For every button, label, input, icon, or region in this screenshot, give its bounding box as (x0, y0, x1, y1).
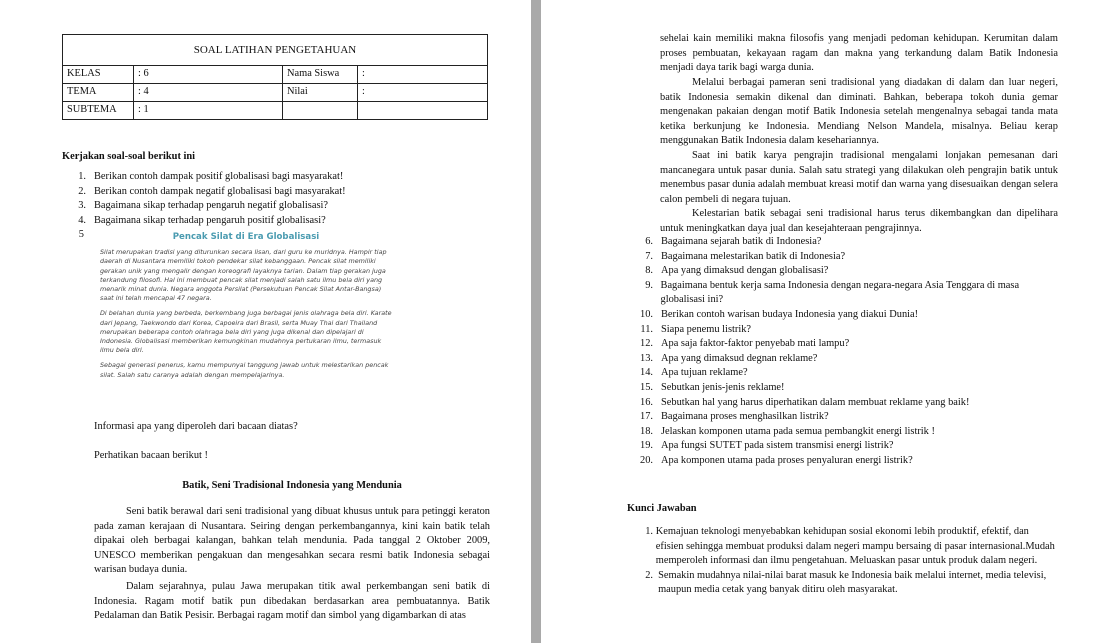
header-title: SOAL LATIHAN PENGETAHUAN (63, 35, 488, 66)
answer-number: 1. (645, 526, 653, 537)
question-number: 20. (640, 454, 653, 466)
question-number: 5 (78, 229, 84, 241)
question-number: 18. (640, 425, 653, 437)
question-text: Apa komponen utama pada proses penyaluran energi listrik? (661, 454, 913, 466)
question-text: Apa yang dimaksud dengan globalisasi? (661, 265, 829, 277)
question-number: 16. (640, 396, 653, 408)
article-paragraph: sehelai kain memiliki makna filosofis yang menjadi pedoman kehidupan. Kerumitan dalam proses pembuatan, kekayaan ragam dan makna yang terkandung dalam Batik Indonesia menjadi daya tarik bagi warga dunia. (660, 33, 1058, 74)
question-number: 3. (78, 200, 86, 212)
question-number: 10. (640, 308, 653, 320)
q5-prompt: Informasi apa yang diperoleh dari bacaan diatas? (94, 421, 298, 432)
answer-key-title: Kunci Jawaban (627, 503, 697, 514)
table-cell: : (358, 66, 488, 84)
question-number: 1. (78, 171, 86, 182)
article-paragraph: Kelestarian batik sebagai seni tradisional harus terus dikembangkan dan dipelihara untuk meningkatkan daya jual dan kesejahteraan pengrajinnya. (660, 208, 1058, 234)
list-item (639, 250, 1059, 265)
question-number: 14. (640, 367, 653, 379)
question-number: 15. (640, 381, 653, 393)
question-text: Bagaimana proses menghasilkan listrik? (661, 411, 829, 423)
list-item (639, 381, 1059, 396)
list-item (639, 425, 1059, 440)
answer-number: 2. (645, 569, 653, 581)
instruction-heading: Kerjakan soal-soal berikut ini (62, 151, 196, 162)
question-text: Berikan contoh dampak positif globalisasi bagi masyarakat! (94, 171, 344, 182)
reading-paragraph: Silat merupakan tradisi yang diturunkan secara lisan, dari guru ke muridnya. Hampir tiap daerah di Nusantara memiliki tokoh pendekar silat kebanggaan. Pencak silat memiliki gerakan unik yang mengalir dengan koreografi layaknya tarian. Dalam tiap gerakan juga terkandung filosofi. Hal ini membuat pencak silat menjadi salah satu ilmu bela diri yang menarik minat dunia. Negara anggota Persilat (Persekutuan Pencak Silat Antar-Bangsa) saat ini telah mencapai 47 negara. (100, 248, 387, 303)
question-text: Apa yang dimaksud degnan reklame? (661, 352, 818, 364)
question-text: Bagaimana sikap terhadap pengaruh negatif globalisasi? (94, 200, 328, 212)
table-row (63, 84, 488, 102)
article-title: Batik, Seni Tradisional Indonesia yang Mendunia (182, 480, 402, 491)
table-row (63, 66, 488, 84)
table-cell (358, 102, 488, 120)
answer-text: Kemajuan teknologi menyebabkan kehidupan sosial ekonomi lebih produktif, efektif, dan efisien sehingga membuat produksi dalam negeri mampu bersaing di pasar internasional.Mudah memperoleh informasi dan ilmu pengetahuan. Meluaskan pasar untuk produk dalam negeri. (655, 526, 1055, 567)
question-text: Bagaimana melestarikan batik di Indonesia? (661, 250, 846, 262)
question-number: 6. (645, 236, 653, 247)
list-item (639, 410, 1059, 425)
answer-text: Semakin mudahnya nilai-nilai barat masuk ke Indonesia baik melalui internet, media televisi, maupun media cetak yang banyak ditiru oleh masyarakat. (658, 569, 1047, 596)
list-item (639, 454, 1059, 469)
article-paragraph: Melalui berbagai pameran seni tradisional yang diadakan di dalam dan luar negeri, batik Indonesia semakin dikenal dan diminati. Bahkan, beberapa tokoh dunia gemar mengenakan pakaian dengan motif Batik Indonesia setelah mengenalnya sebagai tanda mata ketika berkunjung ke Indonesia. Mendiang Nelson Mandela, misalnya. Beliau kerap menggunakan Batik Indonesia dalam kesehariannya. (660, 77, 1058, 147)
question-text: Siapa penemu listrik? (661, 323, 752, 335)
article-paragraph: Seni batik berawal dari seni tradisional yang dibuat khusus untuk para petinggi keraton pada zaman kerajaan di Nusantara. Seiring dengan perkembangannya, kini kain batik telah dipakai oleh berbagai kalangan, bahkan telah mendunia. Pada tanggal 2 Oktober 2009, UNESCO memberikan pengakuan dan mengesahkan secara resmi batik Indonesia sebagai warisan budaya dunia. (94, 506, 490, 576)
list-item (639, 264, 1059, 279)
list-item (639, 279, 1059, 308)
reading-title: Pencak Silat di Era Globalisasi (172, 232, 320, 242)
list-item (639, 352, 1059, 367)
table-cell: TEMA (63, 84, 134, 102)
table-cell: KELAS (63, 66, 134, 84)
question-number: 9. (645, 279, 653, 291)
question-text: Berikan contoh warisan budaya Indonesia yang diakui Dunia! (661, 308, 919, 320)
table-cell: : 1 (134, 102, 283, 120)
question-text: Sebutkan jenis-jenis reklame! (661, 381, 785, 393)
question-number: 4. (78, 214, 86, 226)
article-paragraph: Saat ini batik karya pengrajin tradisional mengalami lonjakan pemesanan dari mancanegara untuk pasar dunia. Salah satu strategi yang dilakukan oleh pengrajin batik untuk menembus pasar dunia adalah membuat kreasi motif dan warna yang disesuaikan dengan selera calon pembeli di negara tujuan. (660, 150, 1058, 205)
question-text: Bagaimana bentuk kerja sama Indonesia dengan negara-negara Asia Tenggara di masa globalisasi ini? (660, 279, 1020, 306)
question-text: Apa fungsi SUTET pada sistem transmisi energi listrik? (661, 440, 894, 452)
list-item (639, 569, 1059, 598)
reading-paragraph: Di belahan dunia yang berbeda, berkembang juga berbagai jenis olahraga bela diri. Karate dari Jepang, Taekwondo dari Korea, Capoeira dari Brasil, serta Muay Thai dari Thailand merupakan beberapa contoh olahraga bela diri yang juga dikenal dan dipelajari di Indonesia. Globalisasi memberikan kemungkinan mudahnya pertukaran ilmu, termasuk ilmu bela diri. (100, 309, 392, 355)
question-number: 13. (640, 352, 653, 364)
table-cell: : (358, 84, 488, 102)
list-item (639, 439, 1059, 454)
question-list-continued (639, 235, 1059, 469)
reading-paragraph: Sebagai generasi penerus, kamu mempunyai tanggung jawab untuk melestarikan pencak silat. Salah satu caranya adalah dengan mempelajarinya. (100, 361, 389, 379)
question-number: 12. (640, 338, 653, 350)
table-cell: SUBTEMA (63, 102, 134, 120)
list-item (639, 366, 1059, 381)
table-cell: Nama Siswa (283, 66, 358, 84)
page-gap (531, 0, 541, 643)
table-cell: : 6 (134, 66, 283, 84)
question-number: 19. (640, 440, 653, 452)
list-item (639, 525, 1059, 569)
list-item (70, 185, 490, 200)
question-number: 2. (78, 185, 86, 197)
list-item (70, 199, 490, 214)
read-prompt: Perhatikan bacaan berikut ! (94, 450, 208, 461)
question-number: 11. (640, 323, 653, 335)
table-row (63, 102, 488, 120)
list-item (639, 396, 1059, 411)
list-item (639, 337, 1059, 352)
question-text: Apa saja faktor-faktor penyebab mati lampu? (661, 338, 850, 350)
question-number: 7. (645, 250, 653, 262)
list-item (639, 235, 1059, 250)
table-cell: : 4 (134, 84, 283, 102)
document-page-left (0, 0, 531, 643)
list-item (639, 308, 1059, 323)
question-number: 8. (645, 265, 653, 277)
question-text: Berikan contoh dampak negatif globalisasi bagi masyarakat! (94, 185, 346, 197)
table-cell: Nilai (283, 84, 358, 102)
answer-list (639, 525, 1059, 598)
question-text: Bagaimana sikap terhadap pengaruh positif globalisasi? (94, 214, 326, 226)
list-item (639, 323, 1059, 338)
question-text: Jelaskan komponen utama pada semua pembangkit energi listrik ! (661, 425, 935, 437)
article-paragraph: Dalam sejarahnya, pulau Jawa merupakan titik awal perkembangan seni batik di Indonesia. Ragam motif batik pun dibedakan berdasarkan area pembuatannya. Batik Pedalaman dan Batik Pesisir. Berbagai ragam motif dan simbol yang digambarkan di atas (94, 581, 490, 622)
header-table (62, 34, 488, 120)
list-item (70, 170, 490, 185)
reading-image (100, 233, 392, 415)
question-text: Sebutkan hal yang harus diperhatikan dalam membuat reklame yang baik! (661, 396, 970, 408)
list-item (70, 214, 490, 229)
document-page-right (541, 0, 1119, 643)
question-number: 17. (640, 411, 653, 423)
table-cell (283, 102, 358, 120)
question-text: Bagaimana sejarah batik di Indonesia? (661, 236, 822, 247)
question-text: Apa tujuan reklame? (661, 367, 748, 379)
